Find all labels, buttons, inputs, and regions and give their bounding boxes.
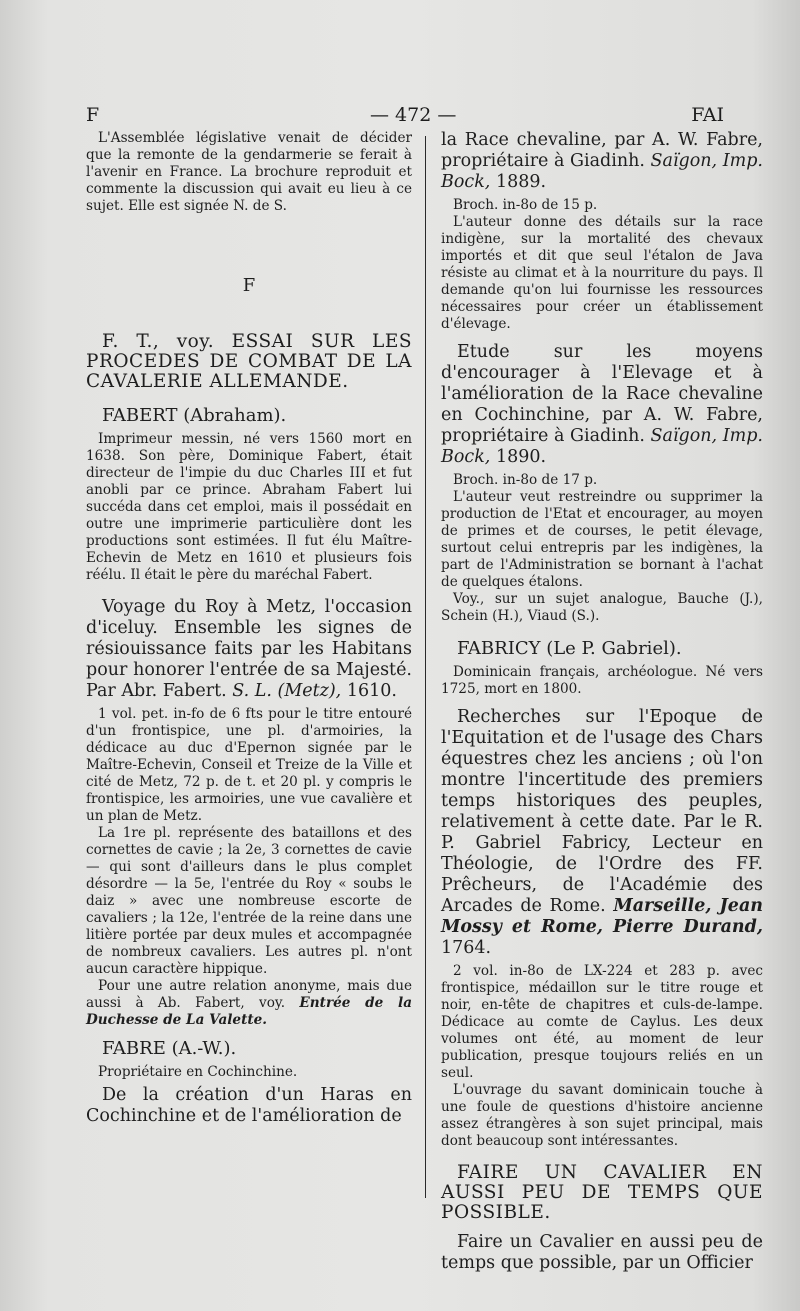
fabricy-biography: Dominicain français, archéologue. Né vers 1725, mort en 1800. — [441, 664, 763, 697]
fabre-biography: Propriétaire en Cochinchine. — [98, 1064, 298, 1080]
haras-format: Broch. in-8o de 15 p. — [453, 197, 598, 213]
recherches-description: 2 vol. in-8o de LX-224 et 283 p. avec frontispice, médaillon sur le titre rouge et noir, en-tête de chapitres et culs-de-lampe. Dédicace au comte de Caylus. Les deux volumes ont été, au moment de leur publication, presque toujours reliés en un seul. — [441, 963, 763, 1081]
haras-description: L'auteur donne des détails sur la race indigène, sur la mortalité des chevaux importés et dit que seul l'étalon de Java résiste au climat et à la nourriture du pays. Il demande qu'on lui fournisse les ressources nécessaires pour créer un établissement d'élevage. — [441, 214, 763, 332]
right-column — [441, 130, 763, 1274]
column-divider — [425, 136, 426, 1198]
haras-title-continued — [441, 130, 763, 193]
voyage-imprint: S. L. (Metz), — [232, 681, 342, 701]
ft-cross-reference: F. T., voy. ESSAI SUR LES PROCEDES DE COMBAT DE LA CAVALERIE ALLEMANDE. — [86, 331, 412, 392]
haras-title-start: De la création d'un Haras en Cochinchine et de l'amélioration de — [86, 1085, 412, 1126]
fabre-entry-name: FABRE (A.-W.). — [102, 1038, 237, 1059]
etude-description: L'auteur veut restreindre ou supprimer la production de l'Etat et encourager, au moyen de primes et de courses, le petit élevage, surtout celui entrepris par les indigènes, la part de l'Administration se bornant à l'achat de quelques étalons. — [441, 489, 763, 590]
recherches-imprint: Marseille, Jean Mossy et Rome, Pierre Durand, — [441, 896, 764, 937]
voyage-title-text: Voyage du Roy à Metz, l'occasion d'iceluy. Ensemble les signes de résiouissance faits par les Habitans pour honorer l'entrée de sa Majesté. Par Abr. Fabert. — [86, 597, 412, 701]
haras-imprint: Saïgon, Imp. Bock, — [441, 151, 763, 192]
running-head-right: FAI — [691, 104, 724, 126]
assemblee-note: L'Assemblée législative venait de décider que la remonte de la gendarmerie se ferait à l'avenir en France. La brochure reproduit et commente la discussion qui avait eu lieu à ce sujet. Elle est signée N. de S. — [86, 130, 412, 214]
etude-year: 1890. — [495, 447, 547, 467]
voyage-other-text: Pour une autre relation anonyme, mais due aussi à Ab. Fabert, voy. — [86, 978, 412, 1011]
recherches-year: 1764. — [441, 938, 492, 958]
page-number: — 472 — — [370, 104, 457, 126]
recherches-title-text: Recherches sur l'Epoque de l'Equitation et de l'usage des Chars équestres chez les anciens ; où l'on montre l'incertitude des premiers temps historiques des peuples, relativement à cette date. Par le R. P. Gabriel Fabricy, Lecteur en Théologie, de l'Ordre des FF. Prêcheurs, de l'Académie des Arcades de Rome. — [441, 707, 763, 916]
recherches-title — [441, 707, 763, 959]
faire-heading: FAIRE UN CAVALIER EN AUSSI PEU DE TEMPS QUE POSSIBLE. — [441, 1162, 763, 1223]
voyage-year: 1610. — [346, 681, 397, 701]
etude-see-also: Voy., sur un sujet analogue, Bauche (J.), Schein (H.), Viaud (S.). — [441, 591, 763, 624]
fabert-entry-name: FABERT (Abraham). — [102, 405, 287, 426]
voyage-other-reference: Entrée de la Duchesse de La Valette. — [86, 995, 412, 1028]
voyage-title — [86, 597, 412, 702]
left-column — [86, 130, 412, 1127]
voyage-description: 1 vol. pet. in-fo de 6 fts pour le titre entouré d'un frontispice, une pl. d'armoiries, la dédicace au duc d'Epernon signée par le Maître-Echevin, Conseil et Treize de la Ville et cité de Metz, 72 p. de t. et 20 pl. y compris le frontispice, les armoiries, une vue cavalière et un plan de Metz. — [86, 706, 412, 824]
etude-format: Broch. in-8o de 17 p. — [453, 472, 598, 488]
etude-title — [441, 342, 763, 468]
etude-title-text: Etude sur les moyens d'encourager à l'Elevage et à l'amélioration de la Race chevaline en Cochinchine, par A. W. Fabre, propriétaire à Giadinh. — [441, 342, 763, 446]
faire-title: Faire un Cavalier en aussi peu de temps que possible, par un Officier — [441, 1232, 763, 1273]
fabricy-entry-name: FABRICY (Le P. Gabriel). — [457, 638, 682, 659]
etude-imprint: Saïgon, Imp. Bock, — [441, 426, 763, 467]
voyage-plates: La 1re pl. représente des bataillons et des cornettes de cavie ; la 2e, 3 cornettes de cavie — qui sont d'ailleurs dans le plus complet désordre — la 5e, l'entrée du Roy « soubs le daiz » avec une nombreuse escorte de cavaliers ; la 12e, l'entrée de la reine dans une litière portée par deux mules et accompagnée de nombreux cavaliers. Les autres pl. n'ont aucun caractère hippique. — [86, 825, 412, 977]
haras-year: 1889. — [495, 172, 547, 192]
fabert-biography: Imprimeur messin, né vers 1560 mort en 1638. Son père, Dominique Fabert, était directeur de l'impie du duc Charles III et fut anobli par ce prince. Abraham Fabert lui succéda dans cet emploi, mais il possédait en outre une imprimerie particulière dont les productions sont estimées. Il fut élu Maître-Echevin de Metz en 1610 et plusieurs fois réélu. Il était le père du maréchal Fabert. — [86, 431, 412, 583]
section-letter: F — [242, 275, 256, 296]
running-head-left: F — [86, 104, 100, 126]
recherches-note: L'ouvrage du savant dominicain touche à une foule de questions d'histoire ancienne assez étrangères à son sujet principal, mais dont beaucoup sont intéressantes. — [441, 1082, 763, 1149]
voyage-other-relation — [86, 978, 412, 1029]
haras-title-text: la Race chevaline, par A. W. Fabre, propriétaire à Giadinh. — [441, 130, 763, 171]
